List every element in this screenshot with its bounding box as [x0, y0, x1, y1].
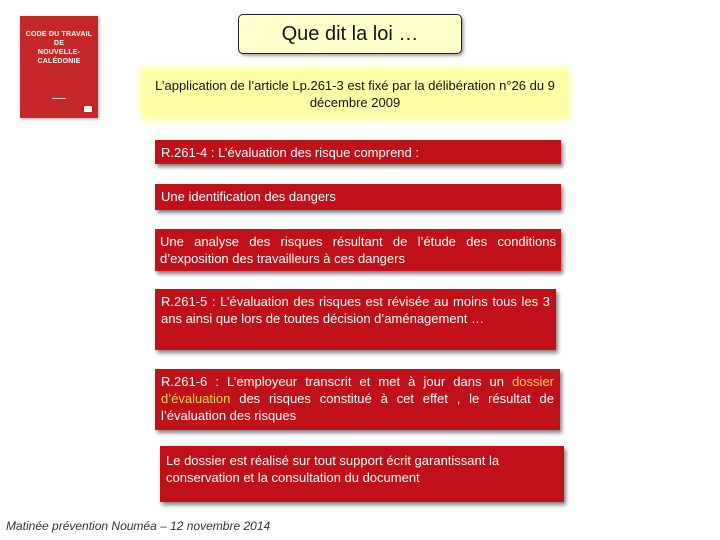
book-cover-logo [84, 106, 92, 112]
identification-box [155, 184, 561, 210]
article-r2616-text-start: R.261-6 : L’employeur transcrit et met à jour dans un [161, 374, 504, 389]
book-cover-subtitle: ▬▬▬▬ [52, 96, 66, 100]
dossier-evaluation-highlight: dossier d’évaluation [161, 374, 554, 406]
legal-reference-text: L’application de l’article Lp.261-3 est fixé par la délibération n°26 du 9 décembre 2009 [155, 77, 555, 110]
book-cover-title [24, 30, 94, 66]
article-r2615-text: R.261-5 : L’évaluation des risques est révisée au moins tous les 3 ans ainsi que lors de toutes décision d’aménagement … [161, 294, 550, 326]
slide-title: Que dit la loi … [281, 22, 419, 45]
dossier-support-text: Le dossier est réalisé sur tout support écrit garantissant la conservation et la consultation du document [166, 453, 500, 485]
article-r2616-box [155, 369, 560, 430]
identification-text: Une identification des dangers [161, 189, 336, 204]
analysis-text: Une analyse des risques résultant de l’étude des conditions d’exposition des travailleurs à ces dangers [160, 234, 556, 266]
book-title-line-2: DE [53, 40, 65, 47]
slide-title-box [238, 14, 462, 54]
article-r2614-box [155, 140, 561, 164]
footer-caption: Matinée prévention Nouméa – 12 novembre 2014 [6, 519, 271, 533]
dossier-support-box [160, 446, 564, 502]
analysis-box [155, 229, 561, 271]
article-r2614-text: R.261-4 : L’évaluation des risque comprend : [161, 145, 419, 160]
legal-reference-note [143, 70, 567, 117]
book-title-line-1: CODE DU TRAVAIL [25, 31, 93, 38]
article-r2616-text [161, 373, 554, 424]
book-title-line-3: NOUVELLE-CALÉDONIE [37, 49, 81, 65]
article-r2616-text-end: des risques constitué à cet effet , le résultat de l’évaluation des risques [161, 391, 554, 423]
article-r2615-box [155, 289, 556, 350]
book-cover-image [20, 16, 98, 118]
